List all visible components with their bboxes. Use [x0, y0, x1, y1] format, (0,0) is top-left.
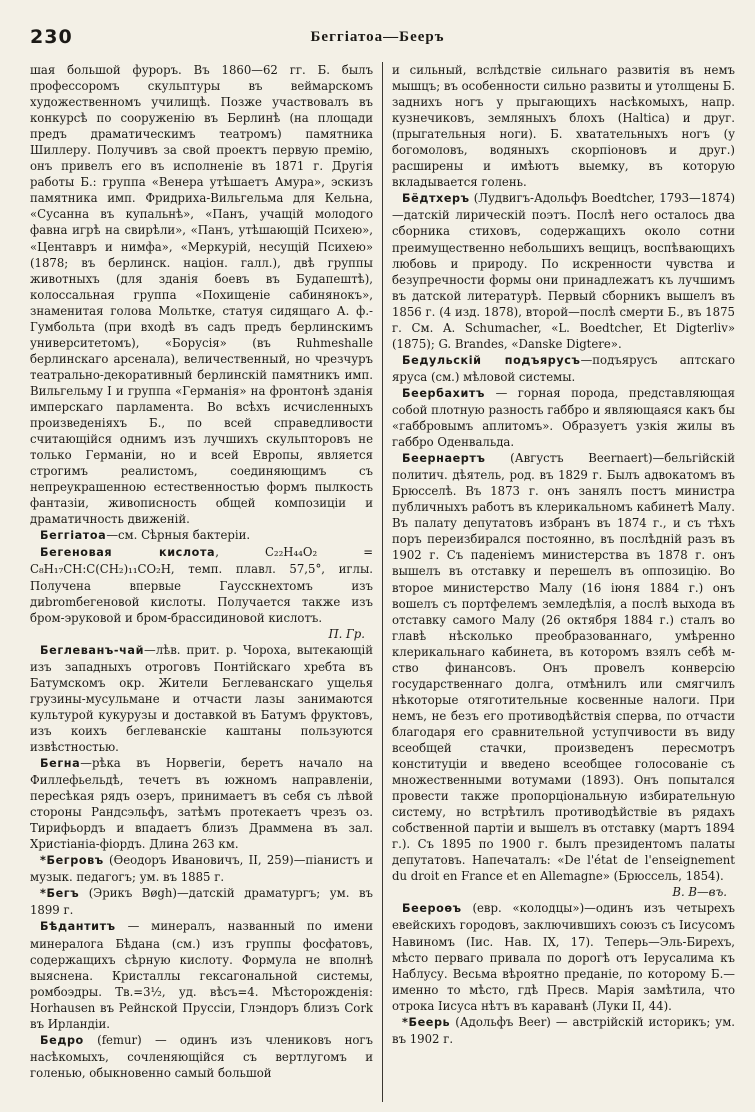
headword: Бёдтхеръ: [402, 192, 470, 206]
article-entry: [30, 918, 373, 1031]
article-text: (Эрикъ Bøgh)—датскій драматургъ; ум. въ 1899 г.: [30, 886, 373, 918]
left-column: [30, 62, 373, 1102]
article-text: (Ѳеодоръ Ивановичъ, II, 259)—піанистъ и музык. педагогъ; ум. въ 1885 г.: [30, 853, 373, 885]
headword: *Бегъ: [40, 887, 80, 901]
text-columns: [30, 62, 735, 1102]
article-entry: [392, 1014, 735, 1047]
right-column: [392, 62, 735, 1102]
headword: Беернаертъ: [402, 452, 486, 466]
page-number: 230: [30, 26, 73, 48]
article-entry: [392, 900, 735, 1013]
article-entry: [30, 527, 373, 544]
page-header: [30, 26, 725, 52]
article-text: (Лудвигъ-Адольфъ Boedtcher, 1793—1874)—датскій лирическій поэтъ. Послѣ него осталось два сборника стиховъ, содержащихъ около сотни преимущественно небольшихъ вещицъ, воспѣвающихъ любовь и природу. По искренности чувства и безупречности формы они принадлежатъ къ лучшимъ въ датской литературѣ. Первый сборникъ вышелъ въ 1856 г. (4 изд. 1878), второй—послѣ смерти Б., въ 1875 г. См. A. Schumacher, «L. Boedtcher, Et Digterliv» (1875); G. Brandes, «Danske Digtere».: [392, 191, 735, 351]
article-entry: [392, 352, 735, 385]
article-text: (Адольфъ Beer) — австрійскій историкъ; ум. въ 1902 г.: [392, 1014, 735, 1046]
article-text: , C₂₂H₄₄O₂ = C₈H₁₇CH:C(CH₂)₁₁CO₂H, темп. плавл. 57,5°, иглы. Получена впервые Гаусскнехтомъ изъ диbromбегеновой кислоты. Получается также изъ бром-эруковой и бром-брассидиновой кислотъ.: [30, 545, 373, 625]
article-text: шая большой фуроръ. Въ 1860—62 гг. Б. былъ профессоромъ скульптуры въ веймарскомъ художественномъ училищѣ. Позже участвовалъ въ конкурсѣ по сооруженію въ Берлинѣ (на площади предъ драматическимъ театромъ) памятника Шиллеру. Получивъ за свой проектъ первую премію, онъ привелъ его въ исполненіе въ 1871 г. Другія работы Б.: группа «Венера утѣшаетъ Амура», эскизъ памятника имп. Фридриха-Вильгельма для Кельна, «Сусанна въ купальнѣ», «Панъ, учащій молодого фавна игрѣ на свирѣли», «Панъ, утѣшающій Психею», «Центавръ и нимфа», «Меркурій, несущій Психею» (1878; въ берлинск. націон. галл.), двѣ группы животныхъ (для зданія боевъ въ Будапештѣ), колоссальная группа «Похищеніе сабинянокъ», знаменитая голова Мольтке, статуя сидящаго А. ф.-Гумбольта (при входѣ въ садъ предъ берлинскимъ университетомъ), «Борусія» (въ Ruhmeshalle берлинскаго арсенала), величественный, но чрезчуръ театрально-декоративный берлинскій памятникъ имп. Вильгельму I и группа «Германія» на фронтонѣ зданія имперскаго парламента. Во всѣхъ исчисленныхъ произведеніяхъ Б., по всей справедливости считающійся однимъ изъ лучшихъ скульпторовъ не только Германіи, но и всей Европы, является строгимъ реалистомъ, соединяющимъ съ непреукрашенною естественностью формъ пылкость фантазіи, живописность общей композиціи и драматичность движеній.: [30, 63, 373, 527]
article-entry: [30, 852, 373, 885]
running-head: Беггіатоа—Бееръ: [310, 29, 445, 45]
column-divider: [382, 62, 383, 1102]
article-entry: [30, 885, 373, 918]
headword: *Бегровъ: [40, 854, 104, 868]
article-text: (femur) — одинъ изъ члениковъ ногъ насѣкомыхъ, сочленяющійся съ вертлугомъ и голенью, обыкновенно самый большой: [30, 1032, 373, 1080]
article-entry: [392, 450, 735, 900]
headword: Беггіатоа: [40, 529, 107, 543]
article-entry: [392, 190, 735, 351]
headword: Бегна: [40, 757, 81, 771]
article-entry: [392, 62, 735, 190]
headword: *Беерь: [402, 1015, 451, 1029]
article-entry: [30, 544, 373, 641]
headword: Бегеновая кислота: [40, 546, 216, 560]
author-signature: В. В—въ.: [672, 885, 727, 900]
article-entry: [30, 62, 373, 527]
article-text: —лѣв. прит. р. Чороха, вытекающій изъ западныхъ отроговъ Понтійскаго хребта въ Батумскомъ окр. Жители Беглеванскаго ущелья грузины-мусульмане и отчасти лазы занимаются культурой кукурузы и доставкой въ Батумъ фруктовъ, изъ коихъ беглеванскіе каштаны пользуются извѣстностью.: [30, 642, 373, 754]
article-entry: [30, 642, 373, 755]
article-entry: [30, 1032, 373, 1081]
headword: Бедро: [40, 1033, 84, 1047]
article-text: — горная порода, представляющая собой плотную разность габбро и являющаяся какъ бы «габбровымъ аплитомъ». Образуетъ узкія жилы въ габбро Оденвальда.: [392, 385, 735, 450]
article-text: (Августъ Beernaert)—бельгійскій политич. дѣятель, род. въ 1829 г. Былъ адвокатомъ въ Брюсселѣ. Въ 1873 г. онъ занялъ постъ министра публичныхъ работъ въ клерикальномъ кабинетѣ Малу. Въ палату депутатовъ избранъ въ 1874 г., и съ тѣхъ поръ переизбирался постоянно, въ послѣдній разъ въ 1902 г. Съ паденіемъ министерства въ 1878 г. онъ вышелъ въ отставку и перешелъ въ оппозицію. Во второе министерство Малу (16 іюня 1884 г.) онъ вошелъ съ портфелемъ земледѣлія, а послѣ выхода въ отставку самого Малу (26 октября 1884 г.) сталъ во главѣ нѣсколько преобразованнаго, умѣренно клерикальнаго кабинета, въ которомъ взялъ себѣ м-ство финансовъ. Онъ провелъ конверсію государственнаго долга, отмѣнилъ или смягчилъ нѣкоторые отяготительные косвенные налоги. При немъ, не безъ его противодѣйствія сперва, по отчасти благодаря его сравнительной уступчивости въ виду всеобщей стачки, произведенъ пересмотръ конституціи и введено всеобщее голосованіе съ множественными вотумами (1893). Онъ попытался провести также пропорціональную избирательную систему, но встрѣтилъ противодѣйствіе въ рядахъ собственной партіи и вышелъ въ отставку (мартъ 1894 г.). Съ 1895 по 1900 г. былъ президентомъ палаты депутатовъ. Напечаталъ: «De l'état de l'enseignement du droit en France et en Allemagne» (Брюссель, 1854).: [392, 451, 735, 884]
author-signature: П. Гр.: [328, 626, 365, 641]
headword: Беероѳъ: [402, 902, 462, 916]
article-text: —рѣка въ Норвегіи, беретъ начало на Филлефьельдѣ, течетъ въ южномъ направленіи, пересѣкая рядъ озеръ, принимаетъ въ себя съ лѣвой стороны Рандсэльфъ, затѣмъ протекаетъ чрезъ оз. Тирифьордъ и впадаетъ близъ Драммена въ зал. Христіаніа-фіордъ. Длина 263 км.: [30, 756, 373, 852]
article-entry: [392, 385, 735, 450]
article-text: —подъярусъ аптскаго яруса (см.) мѣловой системы.: [392, 352, 735, 384]
article-text: и сильный, вслѣдствіе сильнаго развитія въ немъ мышцъ; въ особенности сильно развиты и утолщены Б. заднихъ ногъ у прыгающихъ насѣкомыхъ, напр. кузнечиковъ, земляныхъ блохъ (Haltica) и друг. (прыгательныя ноги). Б. хватательныхъ ногъ (у богомоловъ, водяныхъ скорпіоновъ и друг.) расширены и имѣютъ выемку, въ которую вкладывается голень.: [392, 63, 735, 190]
headword: Беглеванъ-чай: [40, 643, 145, 657]
article-text: (евр. «колодцы»)—одинъ изъ четырехъ евейскихъ городовъ, заключившихъ союзъ съ Іисусомъ Навиномъ (Іис. Нав. IX, 17). Теперь—Эль-Биреxъ, мѣсто перваго привала по дорогѣ отъ Іерусалима къ Наблусу. Весьма вѣроятно преданіе, по которому Б.—именно то мѣсто, гдѣ Пресв. Марія замѣтила, что отрока Іисуса нѣтъ въ караванѣ (Луки II, 44).: [392, 901, 735, 1013]
article-entry: [30, 755, 373, 852]
article-text: — минералъ, названный по имени минералога Бѣдана (см.) изъ группы фосфатовъ, содержащихъ сѣрную кислоту. Формула не вполнѣ выяснена. Кристаллы гексагональной системы, ромбоэдры. Тв.=3½, уд. вѣсъ=4. Мѣсторожденія: Horhausen въ Рейнской Пруссіи, Глэндоръ близъ Cork въ Ирландіи.: [30, 919, 373, 1031]
article-text: —см. Сѣрныя бактеріи.: [106, 528, 251, 543]
headword: Беербахитъ: [402, 386, 486, 400]
headword: Бѣдантитъ: [40, 920, 116, 934]
headword: Бедульскій подъярусъ: [402, 353, 581, 367]
